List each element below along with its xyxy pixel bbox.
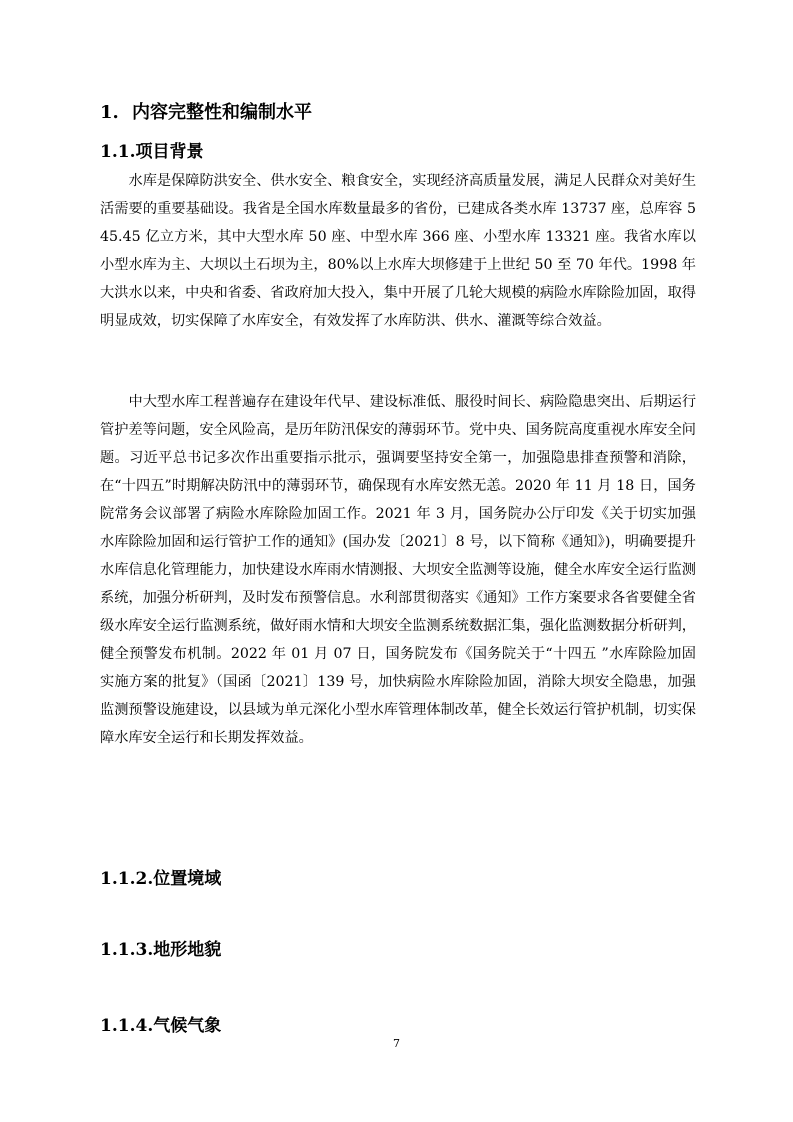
page-number: 7: [393, 1037, 400, 1050]
body-paragraph: 中大型水库工程普遍存在建设年代早、建设标准低、服役时间长、病险隐患突出、后期运行管护差等问题，安全风险高，是历年防汛保安的薄弱环节。党中央、国务院高度重视水库安全问题。习近平总书记多次作出重要指示批示，强调要坚持安全第一，加强隐患排查预警和消除，在“十四五”时期解决防汛中的薄弱环节，确保现有水库安然无恙。2020 年 11 月 18 日，国务院常务会议部署了病险水库除险加固工作。2021 年 3 月，国务院办公厅印发《关于切实加强水库除险加固和运行管护工作的通知》(国办发〔2021〕8 号，以下简称《通知》)，明确要提升水库信息化管理能力，加快建设水库雨水情测报、大坝安全监测等设施，健全水库安全运行监测系统，加强分析研判，及时发布预警信息。水利部贯彻落实《通知》工作方案要求各省要健全省级水库安全运行监测系统，做好雨水情和大坝安全监测系统数据汇集，强化监测数据分析研判，健全预警发布机制。2022 年 01 月 07 日，国务院发布《国务院关于“十四五 ”水库除险加固实施方案的批复》（国函〔2021〕139 号，加快病险水库除险加固，消除大坝安全隐患，加强监测预警设施建设，以县域为单元深化小型水库管理体制改革，健全长效运行管护机制，切实保障水库安全运行和长期发挥效益。: [100, 394, 697, 746]
subsection-heading-climate: 1.1.4.气候气象: [100, 1016, 222, 1036]
subsection-heading-project-background: 1.1.项目背景: [100, 142, 204, 162]
section-heading-1: [100, 98, 312, 124]
subsection-heading-location: 1.1.2.位置境域: [100, 869, 222, 889]
body-paragraph: 水库是保障防洪安全、供水安全、粮食安全，实现经济高质量发展，满足人民群众对美好生活需要的重要基础设。我省是全国水库数量最多的省份，已建成各类水库 13737 座，总库容 545.45 亿立方米，其中大型水库 50 座、中型水库 366 座、小型水库 13321 座。我省水库以小型水库为主、大坝以土石坝为主，80%以上水库大坝修建于上世纪 50 至 70 年代。1998 年大洪水以来，中央和省委、省政府加大投入，集中开展了几轮大规模的病险水库除险加固，取得明显成效，切实保障了水库安全，有效发挥了水库防洪、供水、灌溉等综合效益。: [100, 173, 697, 329]
section-number: 1.: [100, 102, 119, 123]
subsection-heading-terrain: 1.1.3.地形地貌: [100, 940, 222, 960]
section-title: 内容完整性和编制水平: [132, 102, 312, 123]
